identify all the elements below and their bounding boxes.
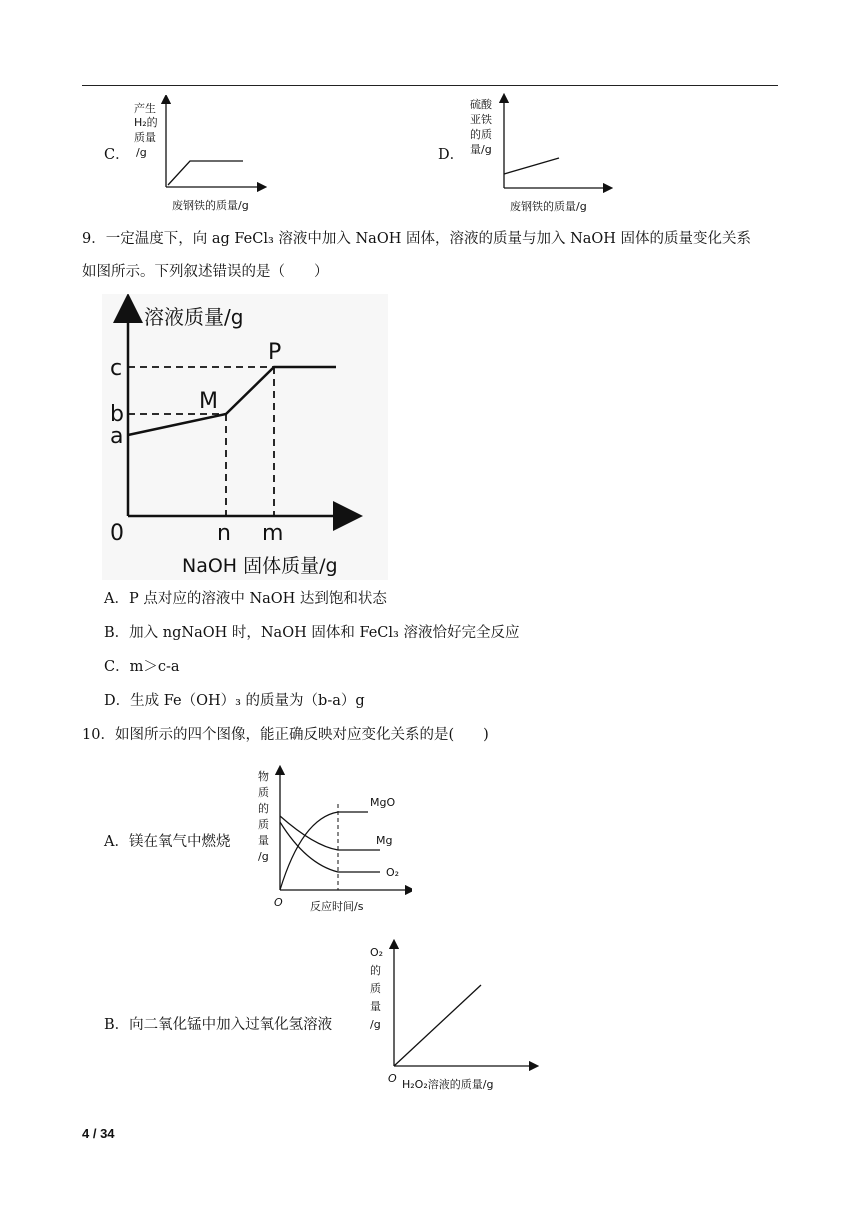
mgo-curve <box>280 812 368 890</box>
y-axis-label: 溶液质量/g <box>144 305 244 329</box>
x-label: 反应时间/s <box>310 900 364 913</box>
y-label-2: H₂的 <box>134 116 158 129</box>
q9-option-a: A．P 点对应的溶液中 NaOH 达到饱和状态 <box>104 591 387 607</box>
series-mgo: MgO <box>370 796 396 809</box>
tick-c: c <box>110 356 123 381</box>
series-mg: Mg <box>376 834 393 847</box>
y-label-2: 亚铁 <box>470 113 492 126</box>
series-o2: O₂ <box>386 866 400 879</box>
tick-b: b <box>110 402 124 427</box>
tick-n: n <box>217 521 231 546</box>
x-label: 废钢铁的质量/g <box>510 200 587 213</box>
graph-background <box>102 294 388 580</box>
tick-m: m <box>262 521 284 546</box>
origin: 0 <box>110 521 124 546</box>
page-number: 4 / 34 <box>82 1126 115 1141</box>
x-axis-label: NaOH 固体质量/g <box>182 555 338 577</box>
y-label-4: 量 <box>370 1000 381 1013</box>
q10-option-a-graph <box>252 764 412 924</box>
q9-option-b: B．加入 ngNaOH 时，NaOH 固体和 FeCl₃ 溶液恰好完全反应 <box>104 625 520 641</box>
y-label-4: 质 <box>258 818 269 831</box>
point-m-label: M <box>199 389 218 414</box>
q10-option-b-graph <box>364 936 540 1100</box>
curve <box>168 161 243 185</box>
y-label-1: 产生 <box>134 102 156 115</box>
q8-option-d-graph <box>464 92 614 218</box>
y-label-4: 量/g <box>470 143 492 156</box>
q8-option-c-label: C． <box>104 147 130 163</box>
point-p-label: P <box>268 340 282 365</box>
q9-option-d: D．生成 Fe（OH）₃ 的质量为（b-a）g <box>104 693 365 709</box>
o2-curve <box>280 822 380 872</box>
origin: O <box>388 1072 397 1085</box>
mg-curve <box>280 816 380 850</box>
q8-option-c-graph <box>128 95 268 217</box>
y-label-3: 质量 <box>134 131 156 144</box>
y-label-3: 质 <box>370 982 381 995</box>
origin: O <box>274 896 283 909</box>
y-label-3: 的 <box>258 802 269 815</box>
q10-stem: 10．如图所示的四个图像，能正确反映对应变化关系的是( ) <box>82 727 489 743</box>
y-label-4: /g <box>136 146 147 159</box>
y-label-1: 物 <box>258 770 269 783</box>
y-label-2: 的 <box>370 964 381 977</box>
q10-option-b-label: B．向二氧化锰中加入过氧化氢溶液 <box>104 1017 333 1033</box>
q9-stem-line2: 如图所示。下列叙述错误的是（ ） <box>82 264 329 280</box>
x-label: H₂O₂溶液的质量/g <box>402 1078 494 1091</box>
q9-option-c: C．m＞c-a <box>104 659 180 675</box>
y-label-1: O₂ <box>370 946 384 959</box>
x-label: 废钢铁的质量/g <box>172 199 249 212</box>
y-label-5: /g <box>370 1018 381 1031</box>
q9-stem-line1: 9．一定温度下，向 ag FeCl₃ 溶液中加入 NaOH 固体，溶液的质量与加入 NaOH 固体的质量变化关系 <box>82 231 752 247</box>
curve <box>504 158 559 174</box>
tick-a: a <box>110 424 124 449</box>
y-label-1: 硫酸 <box>470 98 492 111</box>
q10-option-a-label: A．镁在氧气中燃烧 <box>104 834 231 850</box>
q8-option-d-label: D． <box>438 147 465 163</box>
header-rule <box>82 85 778 86</box>
o2-mass-line <box>394 985 481 1066</box>
y-label-5: 量 <box>258 834 269 847</box>
y-label-6: /g <box>258 850 269 863</box>
y-label-2: 质 <box>258 786 269 799</box>
q9-graph <box>102 294 388 580</box>
y-label-3: 的质 <box>470 128 492 141</box>
